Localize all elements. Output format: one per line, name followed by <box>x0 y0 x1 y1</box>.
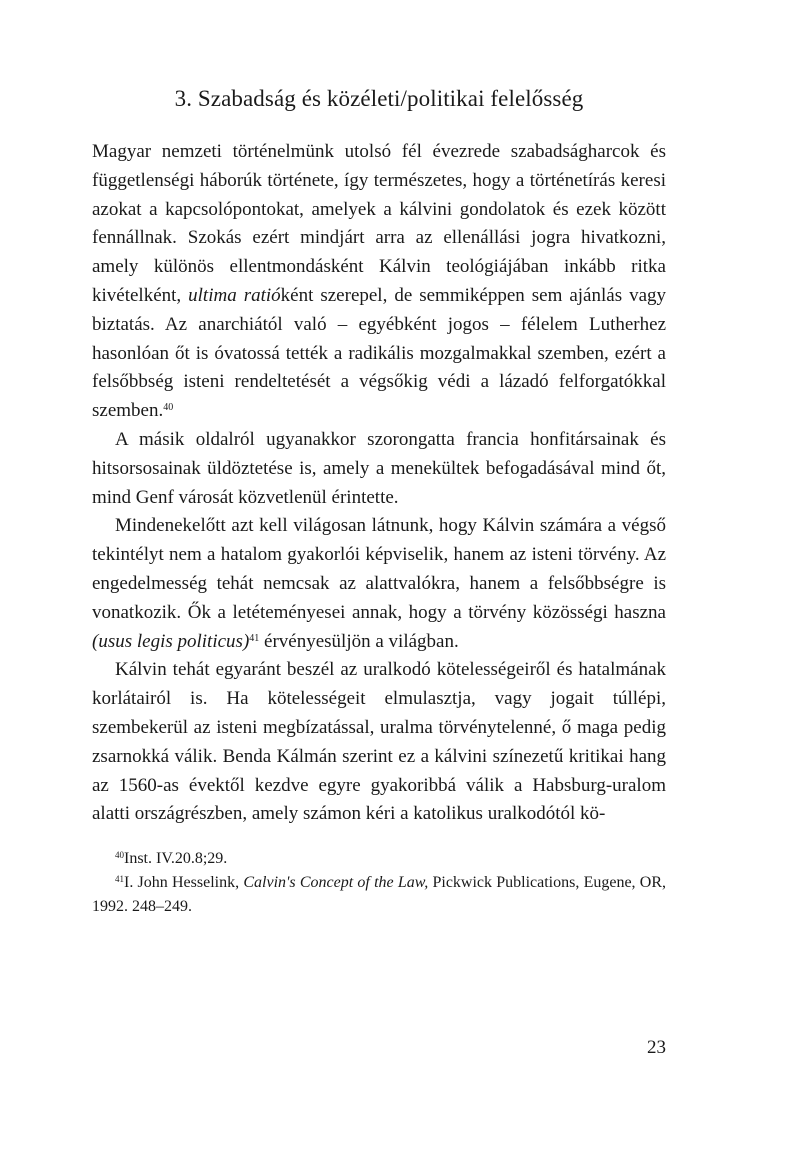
footnote-40-number: 40 <box>115 850 124 861</box>
paragraph-2 <box>92 426 666 512</box>
paragraph-4 <box>92 656 666 829</box>
footnotes <box>92 847 666 919</box>
paragraph-1-italic: ultima ratió <box>188 284 281 306</box>
footnote-41-italic: Calvin's Concept of the Law, <box>243 874 429 892</box>
footnote-ref-40: 40 <box>163 402 174 414</box>
page-number: 23 <box>647 1037 666 1058</box>
paragraph-1-text-b: ként szerepel, de semmiképpen sem ajánlás vagy biztatás. Az anarchiától való – egyébként jogos – félelem Lutherhez hasonlóan őt is óvatossá tették a radikális mozgalmakkal szemben, ezért a felsőbbség isteni rendeltetését a végsőkig védi a lázadó felforgatókkal szemben. <box>92 284 666 422</box>
body-text <box>92 138 666 829</box>
footnote-41-text-b: Pickwick Publications, Eugene, OR, 1992. 248–249. <box>92 874 667 916</box>
paragraph-4-text: Kálvin tehát egyaránt beszél az uralkodó kötelességeiről és hatalmának korlátairól is. Ha kötelességeit elmulasztja, vagy jogait túllépi, szembekerül az isteni megbízatással, uralma törvénytelenné, ő maga pedig zsarnokká válik. Benda Kálmán szerint ez a kálvini színezetű kritikai hang az 1560-as évektől kezdve egyre gyakoribbá válik a Habsburg-uralom alatti országrészben, amely számon kéri a katolikus uralkodótól kö- <box>92 659 666 825</box>
footnote-ref-41: 41 <box>249 632 260 644</box>
paragraph-1-text-a: Magyar nemzeti történelmünk utolsó fél évezrede szabadságharcok és függetlenségi háborúk története, így természetes, hogy a történetírás keresi azokat a kapcsolópontokat, amelyek a kálvini gondolatok és ezek között fennállnak. Szokás ezért mindjárt arra az ellenállási jogra hivatkozni, amely különös ellentmondásként Kálvin teológiájában inkább ritka kivételként, <box>92 141 666 306</box>
section-heading: 3. Szabadság és közéleti/politikai felelősség <box>174 86 584 111</box>
paragraph-3-text-a: Mindenekelőtt azt kell világosan látnunk, hogy Kálvin számára a végső tekintélyt nem a hatalom gyakorlói képviselik, hanem az isteni törvény. Az engedelmesség tehát nemcsak az alattvalókra, hanem a felsőbbségre is vonatkozik. Ők a letéteményesei annak, hogy a törvény közösségi haszna <box>92 515 666 623</box>
footnote-41 <box>92 871 666 919</box>
paragraph-3 <box>92 512 666 656</box>
footnote-40 <box>92 847 666 871</box>
paragraph-1 <box>92 138 666 426</box>
paragraph-3-text-b: érvényesüljön a világban. <box>259 630 459 652</box>
footnote-40-text: Inst. IV.20.8;29. <box>124 850 228 868</box>
footnote-41-number: 41 <box>115 874 124 885</box>
paragraph-3-italic: (usus legis politicus) <box>92 630 250 652</box>
paragraph-2-text: A másik oldalról ugyanakkor szorongatta francia honfitársainak és hitsorsosainak üldöztetése is, amely a menekültek befogadásával mind őt, mind Genf városát közvetlenül érintette. <box>92 428 666 508</box>
footnote-41-text-a: I. John Hesselink, <box>124 874 244 892</box>
page-content <box>92 84 666 919</box>
